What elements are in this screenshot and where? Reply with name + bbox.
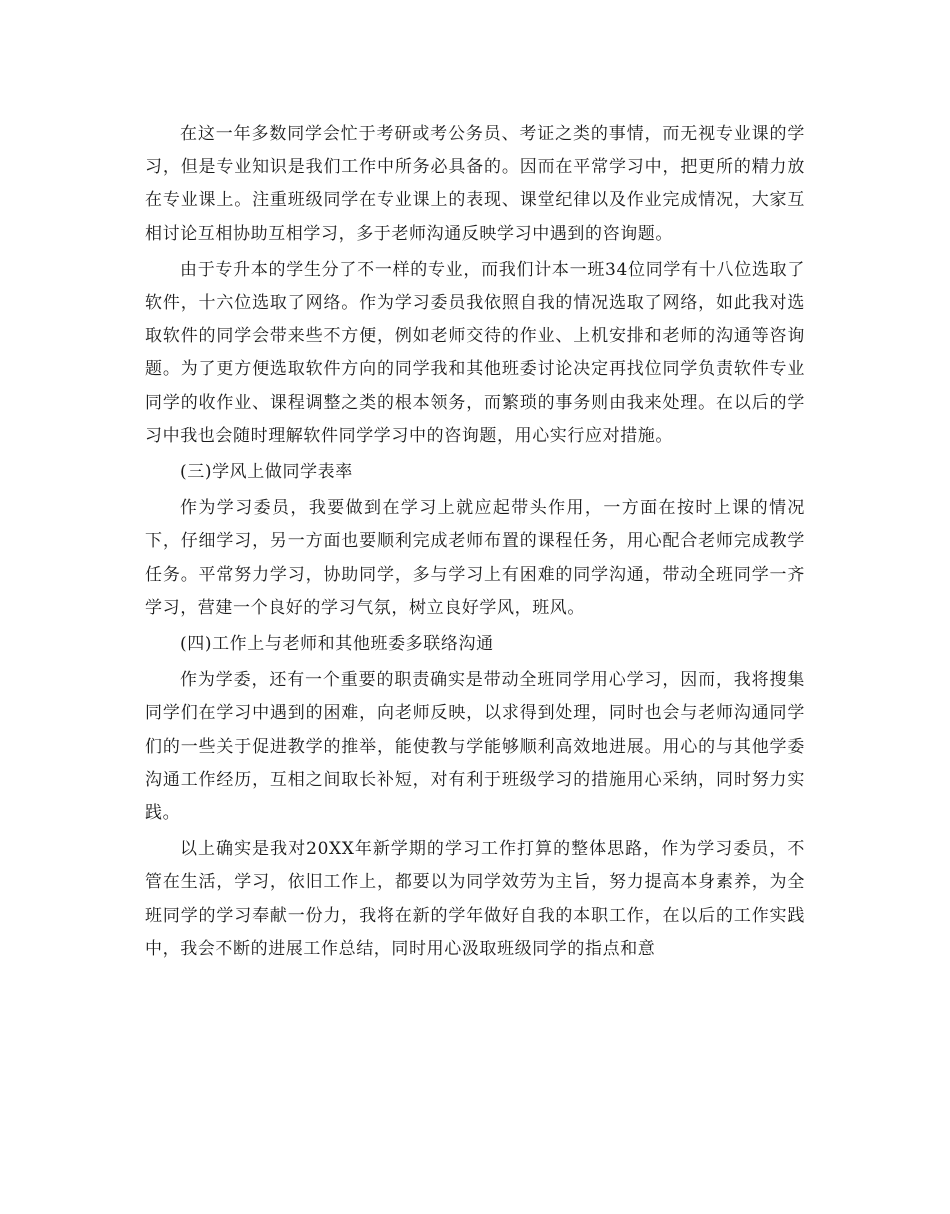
- section-heading-4: (四)工作上与老师和其他班委多联络沟通: [180, 634, 494, 655]
- paragraph-conclusion: 以上确实是我对20XX年新学期的学习工作打算的整体思路，作为学习委员，不管在生活，学习，依旧工作上，都要以为同学效劳为主旨，努力提高本身素养，为全班同学的学习奉献一份力，我将在新的学年做好自我的本职工作，在以后的工作实践中，我会不断的进展工作总结，同时用心汲取班级同学的指点和意: [145, 839, 805, 959]
- paragraph-role-model: 作为学习委员，我要做到在学习上就应起带头作用，一方面在按时上课的情况下，仔细学习，另一方面也要顺利完成老师布置的课程任务，用心配合老师完成教学任务。平常努力学习，协助同学，多与学习上有困难的同学沟通，带动全班同学一齐学习，营建一个良好的学习气氛，树立良好学风，班风。: [145, 498, 805, 618]
- section-heading-3: (三)学风上做同学表率: [180, 462, 353, 483]
- document-body: [145, 118, 805, 966]
- paragraph-major-split: 由于专升本的学生分了不一样的专业，而我们计本一班34位同学有十八位选取了软件，十六位选取了网络。作为学习委员我依照自我的情况选取了网络，如此我对选取软件的同学会带来些不方便，例如老师交待的作业、上机安排和老师的沟通等咨询题。为了更方便选取软件方向的同学我和其他班委讨论决定再找位同学负责软件专业同学的收作业、课程调整之类的根本领务，而繁琐的事务则由我来处理。在以后的学习中我也会随时理解软件同学学习中的咨询题，用心实行应对措施。: [145, 259, 805, 446]
- paragraph-communication: 作为学委，还有一个重要的职责确实是带动全班同学用心学习，因而，我将搜集同学们在学习中遇到的困难，向老师反映，以求得到处理，同时也会与老师沟通同学们的一些关于促进教学的推举，能使教与学能够顺利高效地进展。用心的与其他学委沟通工作经历，互相之间取长补短，对有利于班级学习的措施用心采纳，同时努力实践。: [145, 670, 805, 824]
- paragraph-study-focus: 在这一年多数同学会忙于考研或考公务员、考证之类的事情，而无视专业课的学习，但是专业知识是我们工作中所务必具备的。因而在平常学习中，把更所的精力放在专业课上。注重班级同学在专业课上的表现、课堂纪律以及作业完成情况，大家互相讨论互相协助互相学习，多于老师沟通反映学习中遇到的咨询题。: [145, 124, 805, 244]
